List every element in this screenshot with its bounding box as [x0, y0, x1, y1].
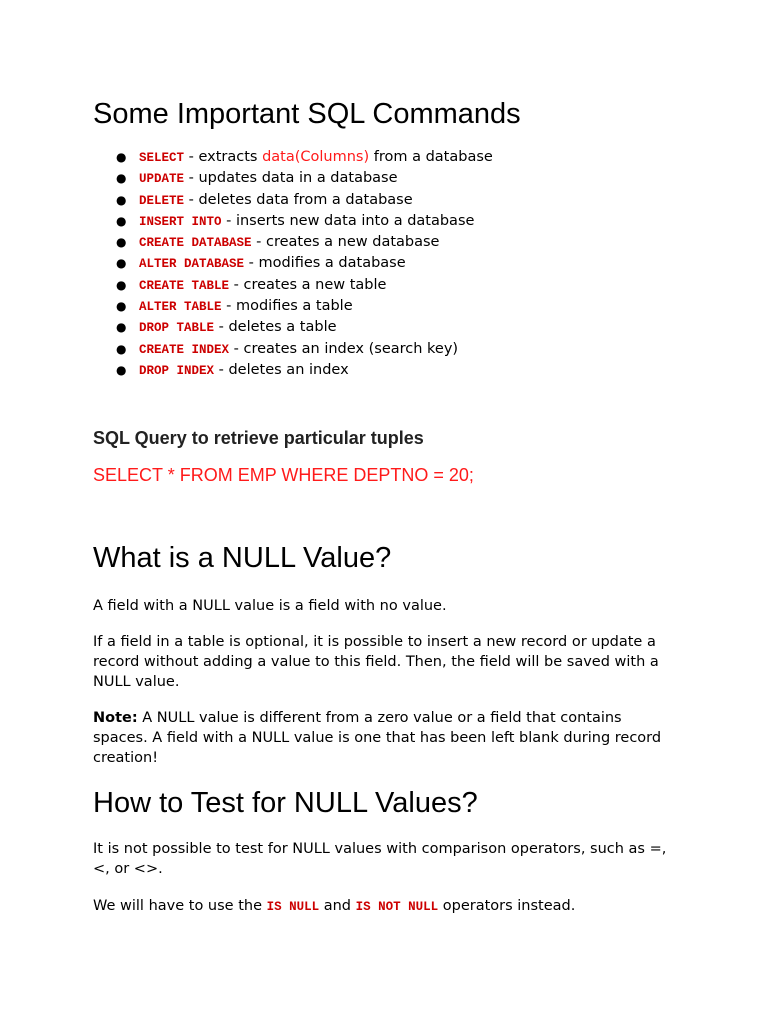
list-item — [93, 232, 493, 253]
sql-keyword: ALTER DATABASE — [139, 257, 245, 272]
sql-keyword: UPDATE — [139, 172, 185, 187]
sql-commands-list — [93, 147, 493, 381]
bullet-icon: ● — [116, 341, 127, 356]
paragraph-text-end: operators instead. — [438, 898, 576, 914]
bullet-icon: ● — [116, 362, 127, 377]
heading-sql-commands: Some Important SQL Commands — [93, 98, 521, 130]
paragraph-text-start: We will have to use the — [93, 898, 267, 914]
note-text: A NULL value is different from a zero value or a field that contains spaces. A field with a NULL value is one that has been left blank during record creation! — [93, 710, 662, 766]
command-description-end: from a database — [369, 149, 493, 165]
heading-test-null: How to Test for NULL Values? — [93, 787, 478, 819]
bullet-icon: ● — [116, 235, 127, 250]
note-paragraph — [93, 708, 673, 768]
list-item — [93, 360, 493, 381]
bullet-icon: ● — [116, 299, 127, 314]
is-null-keyword: IS NULL — [266, 900, 320, 914]
sql-keyword: DROP TABLE — [139, 321, 215, 336]
bullet-icon: ● — [116, 213, 127, 228]
list-item — [93, 275, 493, 296]
command-description: - updates data in a database — [184, 170, 398, 187]
query-section-title: SQL Query to retrieve particular tuples — [93, 428, 424, 448]
command-description: - creates an index (search key) — [229, 340, 459, 357]
bullet-icon: ● — [116, 277, 127, 292]
command-description: - extracts — [184, 149, 263, 165]
optional-field-paragraph: If a field in a table is optional, it is possible to insert a new record or update a record without adding a value to this field. Then, the field will be saved with a NULL value. — [93, 634, 659, 690]
sql-keyword: ALTER TABLE — [139, 300, 222, 315]
bullet-icon: ● — [116, 192, 127, 207]
command-description: - inserts new data into a database — [221, 212, 475, 229]
bullet-icon: ● — [116, 320, 127, 335]
sql-keyword: SELECT — [139, 151, 185, 165]
bullet-icon: ● — [116, 150, 127, 164]
is-null-operators-paragraph — [93, 896, 673, 917]
command-description: - creates a new database — [251, 234, 440, 251]
command-description: - deletes data from a database — [184, 191, 413, 208]
sql-keyword: INSERT INTO — [139, 214, 222, 229]
command-description: - modifies a table — [221, 298, 353, 315]
comparison-operators-paragraph: It is not possible to test for NULL values with comparison operators, such as =, <, or <>. — [93, 841, 667, 877]
list-item — [93, 339, 493, 360]
list-item — [93, 211, 493, 232]
sql-keyword: CREATE INDEX — [139, 342, 230, 357]
bullet-icon: ● — [116, 256, 127, 271]
sql-keyword: CREATE TABLE — [139, 278, 230, 293]
list-item — [93, 168, 493, 189]
command-description: - modifies a database — [244, 255, 406, 272]
command-description-highlight: data(Columns) — [262, 149, 370, 165]
list-item — [93, 253, 493, 274]
sql-keyword: DROP INDEX — [139, 363, 215, 378]
list-item — [93, 296, 493, 317]
paragraph-text-middle: and — [319, 898, 356, 914]
command-description: - deletes an index — [214, 361, 349, 378]
sql-keyword: CREATE DATABASE — [139, 236, 252, 251]
command-description: - deletes a table — [214, 319, 337, 336]
command-description: - creates a new table — [229, 276, 387, 293]
heading-null-value: What is a NULL Value? — [93, 542, 392, 574]
list-item — [93, 147, 493, 168]
null-definition-paragraph: A field with a NULL value is a field with no value. — [93, 598, 447, 614]
note-label: Note: — [93, 710, 138, 726]
bullet-icon: ● — [116, 171, 127, 186]
sql-query-example: SELECT * FROM EMP WHERE DEPTNO = 20; — [93, 465, 474, 485]
list-item — [93, 190, 493, 211]
sql-keyword: DELETE — [139, 193, 185, 208]
is-not-null-keyword: IS NOT NULL — [355, 900, 439, 914]
list-item — [93, 317, 493, 338]
